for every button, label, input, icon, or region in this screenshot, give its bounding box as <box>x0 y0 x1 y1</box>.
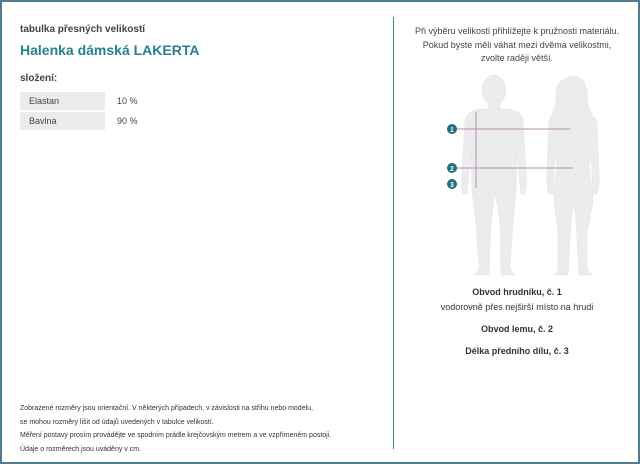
column-divider <box>393 17 394 449</box>
svg-text:1: 1 <box>450 127 454 134</box>
male-silhouette-icon <box>462 75 527 275</box>
footnote-line: Měření postavy prosím provádějte ve spodním prádle krejčovským metrem a ve vzpřímeném postoji. <box>20 432 332 439</box>
composition-table <box>20 90 177 132</box>
legend-chest-desc: vodorovně přes nejširší místo na hrudi <box>440 302 594 312</box>
material-value: 90 % <box>117 116 138 126</box>
female-silhouette-icon <box>547 76 600 275</box>
legend-length-title: Délka předního dílu, č. 3 <box>465 346 569 356</box>
marker-1-icon <box>447 124 457 134</box>
marker-2-icon <box>447 163 457 173</box>
legend-chest-title: Obvod hrudníku, č. 1 <box>472 287 562 297</box>
material-name: Elastan <box>20 92 105 110</box>
left-column <box>20 24 370 132</box>
legend-hem-title: Obvod lemu, č. 2 <box>480 324 554 334</box>
page-subtitle: tabulka přesných velikostí <box>20 24 146 35</box>
footnote-line: Údaje o rozměrech jsou uváděny v cm. <box>20 445 141 453</box>
composition-row <box>20 112 177 130</box>
size-advice <box>397 25 637 66</box>
marker-3-icon <box>447 179 457 189</box>
measurement-figure <box>437 72 617 277</box>
composition-label: složení: <box>20 73 58 84</box>
footnote-line: Zobrazené rozměry jsou orientační. V některých případech, v závislosti na střihu nebo modelu, <box>20 405 313 412</box>
footnote <box>20 402 370 456</box>
advice-line: Při výběru velikosti přihlížejte k pružnosti materiálu. <box>414 26 620 36</box>
material-value: 10 % <box>117 96 138 106</box>
footnote-line: se mohou rozměry lišit od údajů uvedených v tabulce velikostí. <box>20 418 214 426</box>
material-name: Bavlna <box>20 112 105 130</box>
measurement-legend <box>397 287 637 356</box>
advice-line: Pokud byste měli váhat mezi dvěma velikostmi, <box>422 39 612 50</box>
composition-row <box>20 92 177 110</box>
product-title: Halenka dámská LAKERTA <box>20 42 200 58</box>
advice-line: zvolte raději větší. <box>480 53 554 63</box>
svg-text:2: 2 <box>450 166 454 173</box>
svg-text:3: 3 <box>450 182 454 189</box>
